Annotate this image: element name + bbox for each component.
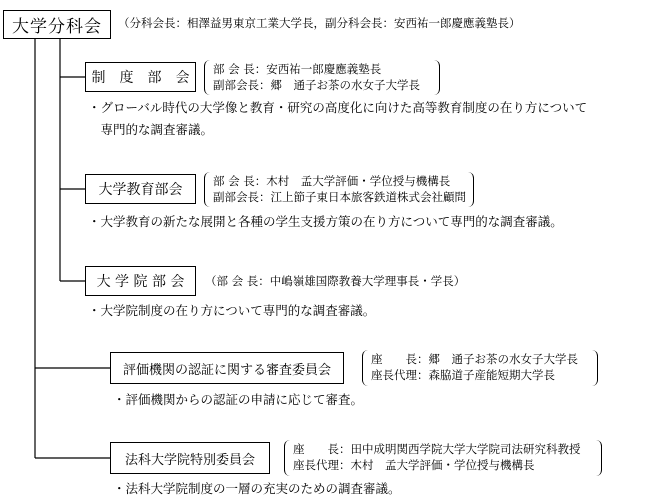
committee-box-seido: [85, 62, 196, 92]
desc-houka: [113, 478, 401, 500]
member-line: 座長代理：木村 孟大学評価・学位授与機構長: [293, 458, 535, 472]
desc-kyoiku: [88, 211, 563, 233]
members-seido: [204, 60, 440, 95]
members-houka: [284, 440, 602, 476]
committee-name: 大学教育部会: [98, 182, 183, 198]
committee-name: 法科大学院特別委員会: [124, 452, 255, 468]
desc-line: 専門的な調査審議。: [88, 122, 214, 137]
committee-box-kyoiku: [85, 174, 196, 204]
member-line: 座長代理：森脇道子産能短期大学長: [371, 368, 555, 382]
desc-hyoka: [113, 389, 363, 411]
desc-daigakuin: [88, 300, 375, 322]
desc-line: ・評価機関からの認証の申請に応じて審査。: [113, 392, 364, 407]
member-line: 部 会 長：安西祐一郎慶應義塾長: [213, 62, 382, 76]
committee-name: 大 学 院 部 会: [96, 274, 185, 290]
root-box: [3, 10, 111, 39]
member-line: 座 長：郷 通子お茶の水女子大学長: [371, 352, 578, 366]
members-hyoka: [362, 350, 598, 386]
desc-line: ・大学院制度の在り方について専門的な調査審議。: [88, 303, 376, 318]
committee-box-daigakuin: [85, 266, 196, 296]
members-daigakuin: （部 会 長：中嶋嶺雄国際教養大学理事長・学長）: [205, 274, 466, 288]
member-line: 副部会長：江上節子東日本旅客鉄道株式会社顧問: [213, 190, 466, 204]
member-line: 副部会長：郷 通子お茶の水女子大学長: [213, 78, 420, 92]
desc-line: ・グローバル時代の大学像と教育・研究の高度化に向けた高等教育制度の在り方について: [88, 100, 588, 115]
desc-line: ・大学教育の新たな展開と各種の学生支援方策の在り方について専門的な調査審議。: [88, 214, 563, 229]
root-title: 大学分科会: [12, 17, 102, 37]
root-note: （分科会長：相澤益男東京工業大学長，副分科会長：安西祐一郎慶應義塾長）: [118, 16, 521, 30]
member-line: 座 長：田中成明関西学院大学大学院司法研究科教授: [293, 442, 581, 456]
committee-name: 制 度 部 会: [91, 70, 190, 86]
members-kyoiku: [204, 172, 474, 207]
desc-seido: [88, 97, 587, 141]
committee-name: 評価機関の認証に関する審査委員会: [122, 362, 331, 378]
desc-line: ・法科大学院制度の一層の充実のための調査審議。: [113, 481, 401, 496]
committee-box-hyoka: [110, 352, 344, 384]
member-line: 部 会 長：木村 孟大学評価・学位授与機構長: [213, 174, 451, 188]
committee-box-houka: [110, 442, 270, 474]
